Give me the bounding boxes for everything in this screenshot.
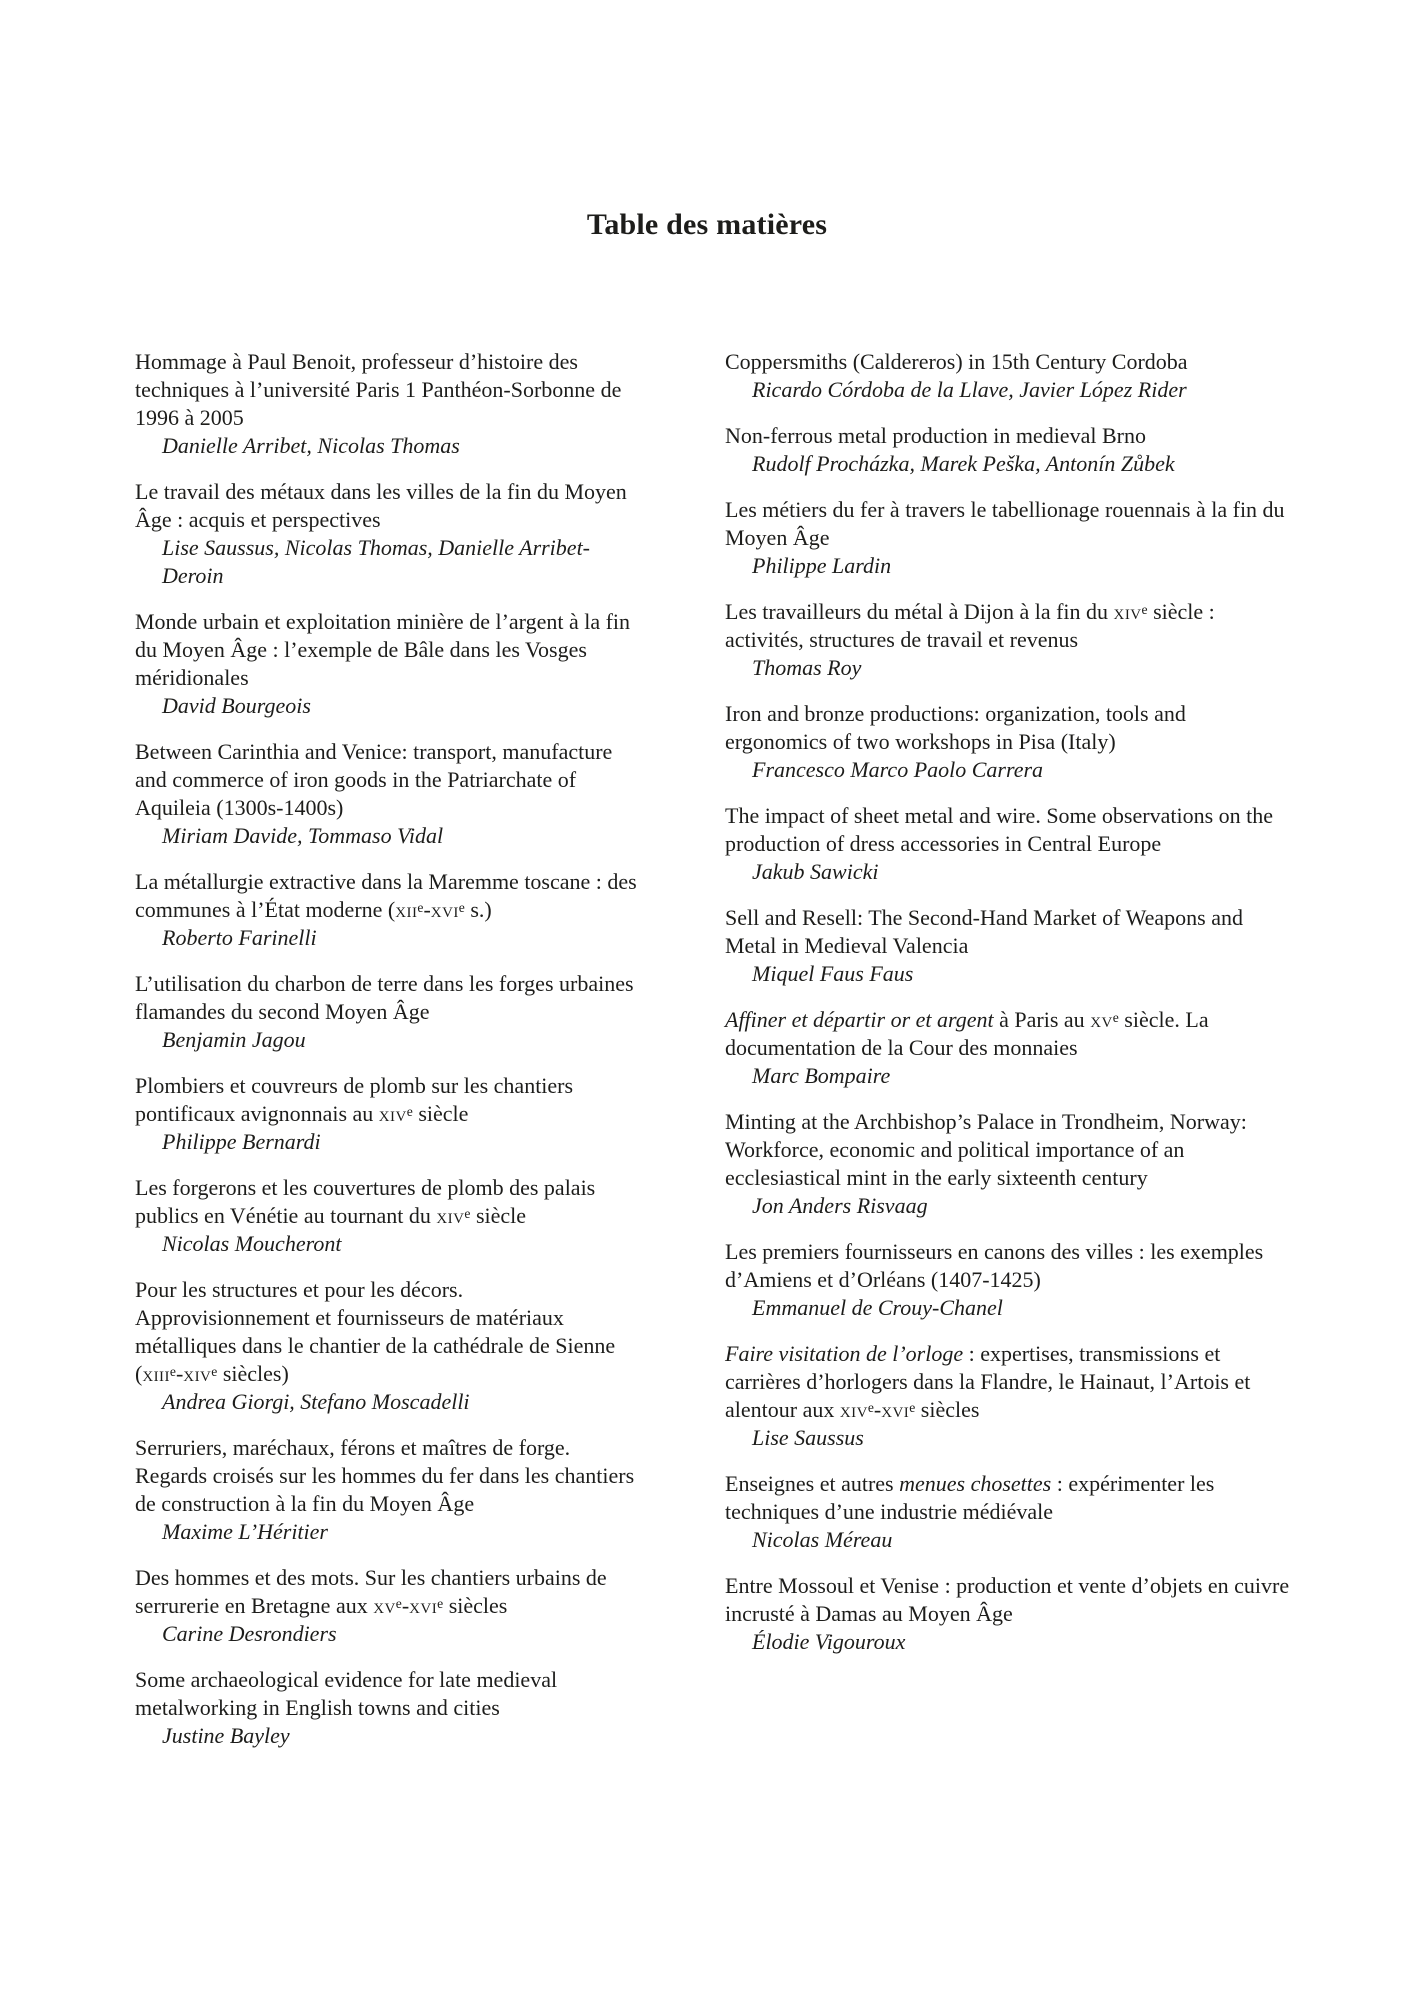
toc-entry-authors: Francesco Marco Paolo Carrera (752, 757, 1044, 782)
toc-entry (725, 1572, 1293, 1656)
toc-entry-authors: Marc Bompaire (752, 1063, 891, 1088)
toc-entry-title (135, 868, 641, 924)
toc-entry (725, 700, 1293, 784)
title-segment: Minting at the Archbishop’s Palace in Trondheim, Norway: Workforce, economic and political importance of an ecclesiastical mint in the early sixteenth century (725, 1109, 1247, 1190)
toc-entry (725, 496, 1293, 580)
toc-entry (725, 1108, 1293, 1220)
toc-entry-title (725, 1340, 1293, 1424)
title-segment: siècle. La documentation de la Cour des monnaies (725, 1007, 1209, 1060)
toc-entry-authors: David Bourgeois (162, 693, 311, 718)
title-segment: e (464, 1205, 471, 1221)
title-segment: Serruriers, maréchaux, férons et maîtres de forge. Regards croisés sur les hommes du fer dans les chantiers de construction à la fin du Moyen Âge (135, 1435, 635, 1516)
title-segment: Le travail des métaux dans les villes de la fin du Moyen Âge : acquis et perspectives (135, 479, 627, 532)
title-segment: - (873, 1397, 882, 1422)
title-segment: e (437, 1595, 444, 1611)
toc-entry-title (725, 1238, 1293, 1294)
title-segment: menues chosettes (899, 1471, 1052, 1496)
toc-entry-title (135, 1434, 641, 1518)
toc-entry-title (135, 738, 641, 822)
toc-entry-title (725, 1108, 1293, 1192)
title-segment: Between Carinthia and Venice: transport, manufacture and commerce of iron goods in the Patriarchate of Aquileia (1300s-1400s) (135, 739, 613, 820)
toc-entry-title (135, 348, 641, 432)
toc-entry-title (725, 598, 1293, 654)
title-segment: xiv (1113, 599, 1142, 624)
title-segment: xiv (436, 1203, 465, 1228)
title-segment: e (458, 899, 465, 915)
toc-entry-authors: Emmanuel de Crouy-Chanel (752, 1295, 1003, 1320)
title-segment: e (211, 1363, 218, 1379)
title-segment: xiv (839, 1397, 868, 1422)
title-segment: Sell and Resell: The Second-Hand Market of Weapons and Metal in Medieval Valencia (725, 905, 1243, 958)
title-segment: e (395, 1595, 402, 1611)
toc-entry-authors: Miriam Davide, Tommaso Vidal (162, 823, 444, 848)
toc-entry (725, 1470, 1293, 1554)
toc-entry-title (725, 348, 1293, 376)
title-segment: Coppersmiths (Caldereros) in 15th Century Cordoba (725, 349, 1188, 374)
toc-entry-title (725, 496, 1293, 552)
toc-entry (725, 598, 1293, 682)
toc-entry (135, 1564, 641, 1648)
toc-entry-authors: Roberto Farinelli (162, 925, 317, 950)
toc-entry (725, 904, 1293, 988)
toc-entry-authors: Rudolf Procházka, Marek Peška, Antonín Zůbek (752, 451, 1175, 476)
title-segment: Les métiers du fer à travers le tabellionage rouennais à la fin du Moyen Âge (725, 497, 1285, 550)
toc-entry (135, 1072, 641, 1156)
toc-entry (135, 348, 641, 460)
title-segment: e (909, 1399, 916, 1415)
title-segment: Affiner et départir or et argent (725, 1007, 994, 1032)
toc-entry (135, 970, 641, 1054)
title-segment: Iron and bronze productions: organization, tools and ergonomics of two workshops in Pisa (Italy) (725, 701, 1186, 754)
toc-entry-authors: Philippe Lardin (752, 553, 892, 578)
toc-entry (135, 1666, 641, 1750)
title-segment: xv (1090, 1007, 1113, 1032)
title-segment: Des hommes et des mots. Sur les chantiers urbains de serrurerie en Bretagne aux (135, 1565, 607, 1618)
title-segment: - (401, 1593, 410, 1618)
page-title: Table des matières (586, 208, 828, 241)
toc-entry (135, 738, 641, 850)
toc-entry-authors: Miquel Faus Faus (752, 961, 914, 986)
title-segment: s.) (464, 897, 492, 922)
title-segment: xiii (142, 1361, 170, 1386)
title-segment: xvi (881, 1397, 910, 1422)
toc-entry-authors: Jakub Sawicki (752, 859, 879, 884)
title-segment: Les premiers fournisseurs en canons des villes : les exemples d’Amiens et d’Orléans (1407-1425) (725, 1239, 1264, 1292)
toc-entry-title (725, 1572, 1293, 1628)
toc-entry-authors: Lise Saussus (752, 1425, 864, 1450)
toc-column-left (135, 348, 641, 1768)
toc-entry-title (135, 608, 641, 692)
title-segment: Some archaeological evidence for late medieval metalworking in English towns and cities (135, 1667, 558, 1720)
toc-entry-authors: Maxime L’Héritier (162, 1519, 328, 1544)
toc-entry-title (135, 1666, 641, 1722)
title-segment: - (175, 1361, 184, 1386)
toc-entry (135, 1174, 641, 1258)
toc-entry (135, 1434, 641, 1546)
title-segment: Entre Mossoul et Venise : production et vente d’objets en cuivre incrusté à Damas au Moyen Âge (725, 1573, 1290, 1626)
toc-entry-authors: Danielle Arribet, Nicolas Thomas (162, 433, 460, 458)
title-segment: e (867, 1399, 874, 1415)
toc-entry-title (135, 1174, 641, 1230)
title-segment: xv (373, 1593, 396, 1618)
title-segment: Non-ferrous metal production in medieval Brno (725, 423, 1146, 448)
toc-entry (725, 802, 1293, 886)
title-segment: Les forgerons et les couvertures de plomb des palais publics en Vénétie au tournant du (135, 1175, 596, 1228)
title-segment: : expérimenter les techniques d’une industrie médiévale (725, 1471, 1215, 1524)
toc-entry-title (135, 478, 641, 534)
toc-entry (135, 478, 641, 590)
title-segment: e (1112, 1009, 1119, 1025)
toc-entry-title (725, 700, 1293, 756)
title-segment: Faire visitation de l’orloge (725, 1341, 964, 1366)
title-segment: siècles (443, 1593, 508, 1618)
title-segment: e (417, 899, 424, 915)
title-segment: xvi (430, 897, 459, 922)
title-segment: xiv (183, 1361, 212, 1386)
toc-entry-title (135, 1564, 641, 1620)
toc-entry-authors: Thomas Roy (752, 655, 862, 680)
title-segment: xii (395, 897, 418, 922)
title-segment: L’utilisation du charbon de terre dans les forges urbaines flamandes du second Moyen Âge (135, 971, 634, 1024)
title-segment: Enseignes et autres (725, 1471, 900, 1496)
title-segment: xiv (378, 1101, 407, 1126)
title-segment: siècle : activités, structures de travail et revenus (725, 599, 1215, 652)
toc-entry (725, 1006, 1293, 1090)
toc-columns (135, 348, 1414, 1768)
title-segment: siècles (915, 1397, 980, 1422)
title-segment: Monde urbain et exploitation minière de l’argent à la fin du Moyen Âge : l’exemple de Bâle dans les Vosges méridionales (135, 609, 631, 690)
toc-column-right (725, 348, 1293, 1768)
title-segment: xvi (409, 1593, 438, 1618)
toc-entry (725, 1238, 1293, 1322)
toc-entry-title (725, 904, 1293, 960)
toc-entry-authors: Benjamin Jagou (162, 1027, 306, 1052)
toc-entry-authors: Philippe Bernardi (162, 1129, 321, 1154)
toc-entry (135, 1276, 641, 1416)
toc-entry-title (135, 1072, 641, 1128)
toc-entry-authors: Lise Saussus, Nicolas Thomas, Danielle Arribet-Deroin (162, 535, 591, 588)
title-segment: Plombiers et couvreurs de plomb sur les chantiers pontificaux avignonnais au (135, 1073, 574, 1126)
title-segment: à Paris au (993, 1007, 1091, 1032)
toc-entry-title (725, 1470, 1293, 1526)
title-segment: e (1141, 601, 1148, 617)
toc-entry-authors: Nicolas Méreau (752, 1527, 893, 1552)
toc-entry-authors: Justine Bayley (162, 1723, 290, 1748)
toc-entry-authors: Jon Anders Risvaag (752, 1193, 928, 1218)
toc-entry-authors: Andrea Giorgi, Stefano Moscadelli (162, 1389, 470, 1414)
title-segment: Les travailleurs du métal à Dijon à la fin du (725, 599, 1114, 624)
toc-entry (725, 422, 1293, 478)
title-segment: e (406, 1103, 413, 1119)
toc-entry (135, 608, 641, 720)
title-segment: siècle (470, 1203, 527, 1228)
title-segment: e (169, 1363, 176, 1379)
title-segment: siècle (412, 1101, 469, 1126)
toc-entry-authors: Nicolas Moucheront (162, 1231, 342, 1256)
toc-entry (725, 1340, 1293, 1452)
title-segment: Hommage à Paul Benoit, professeur d’histoire des techniques à l’université Paris 1 Panthéon-Sorbonne de 1996 à 2005 (135, 349, 622, 430)
toc-entry-title (725, 422, 1293, 450)
toc-entry-authors: Ricardo Córdoba de la Llave, Javier López Rider (752, 377, 1187, 402)
title-segment: : expertises, transmissions et carrières d’horlogers dans la Flandre, le Hainaut, l’Artois et alentour aux (725, 1341, 1251, 1422)
title-segment: Pour les structures et pour les décors. Approvisionnement et fournisseurs de matériaux métalliques dans le chantier de la cathédrale de Sienne ( (135, 1277, 616, 1386)
toc-entry-title (725, 1006, 1293, 1062)
title-segment: siècles) (217, 1361, 289, 1386)
toc-entry-title (135, 970, 641, 1026)
toc-entry-authors: Carine Desrondiers (162, 1621, 337, 1646)
toc-entry-authors: Élodie Vigouroux (752, 1629, 906, 1654)
toc-entry (135, 868, 641, 952)
title-segment: The impact of sheet metal and wire. Some observations on the production of dress accessories in Central Europe (725, 803, 1274, 856)
toc-entry (725, 348, 1293, 404)
toc-entry-title (135, 1276, 641, 1388)
toc-entry-title (725, 802, 1293, 858)
title-segment: - (423, 897, 431, 922)
title-segment: La métallurgie extractive dans la Maremme toscane : des communes à l’État moderne ( (135, 869, 637, 922)
